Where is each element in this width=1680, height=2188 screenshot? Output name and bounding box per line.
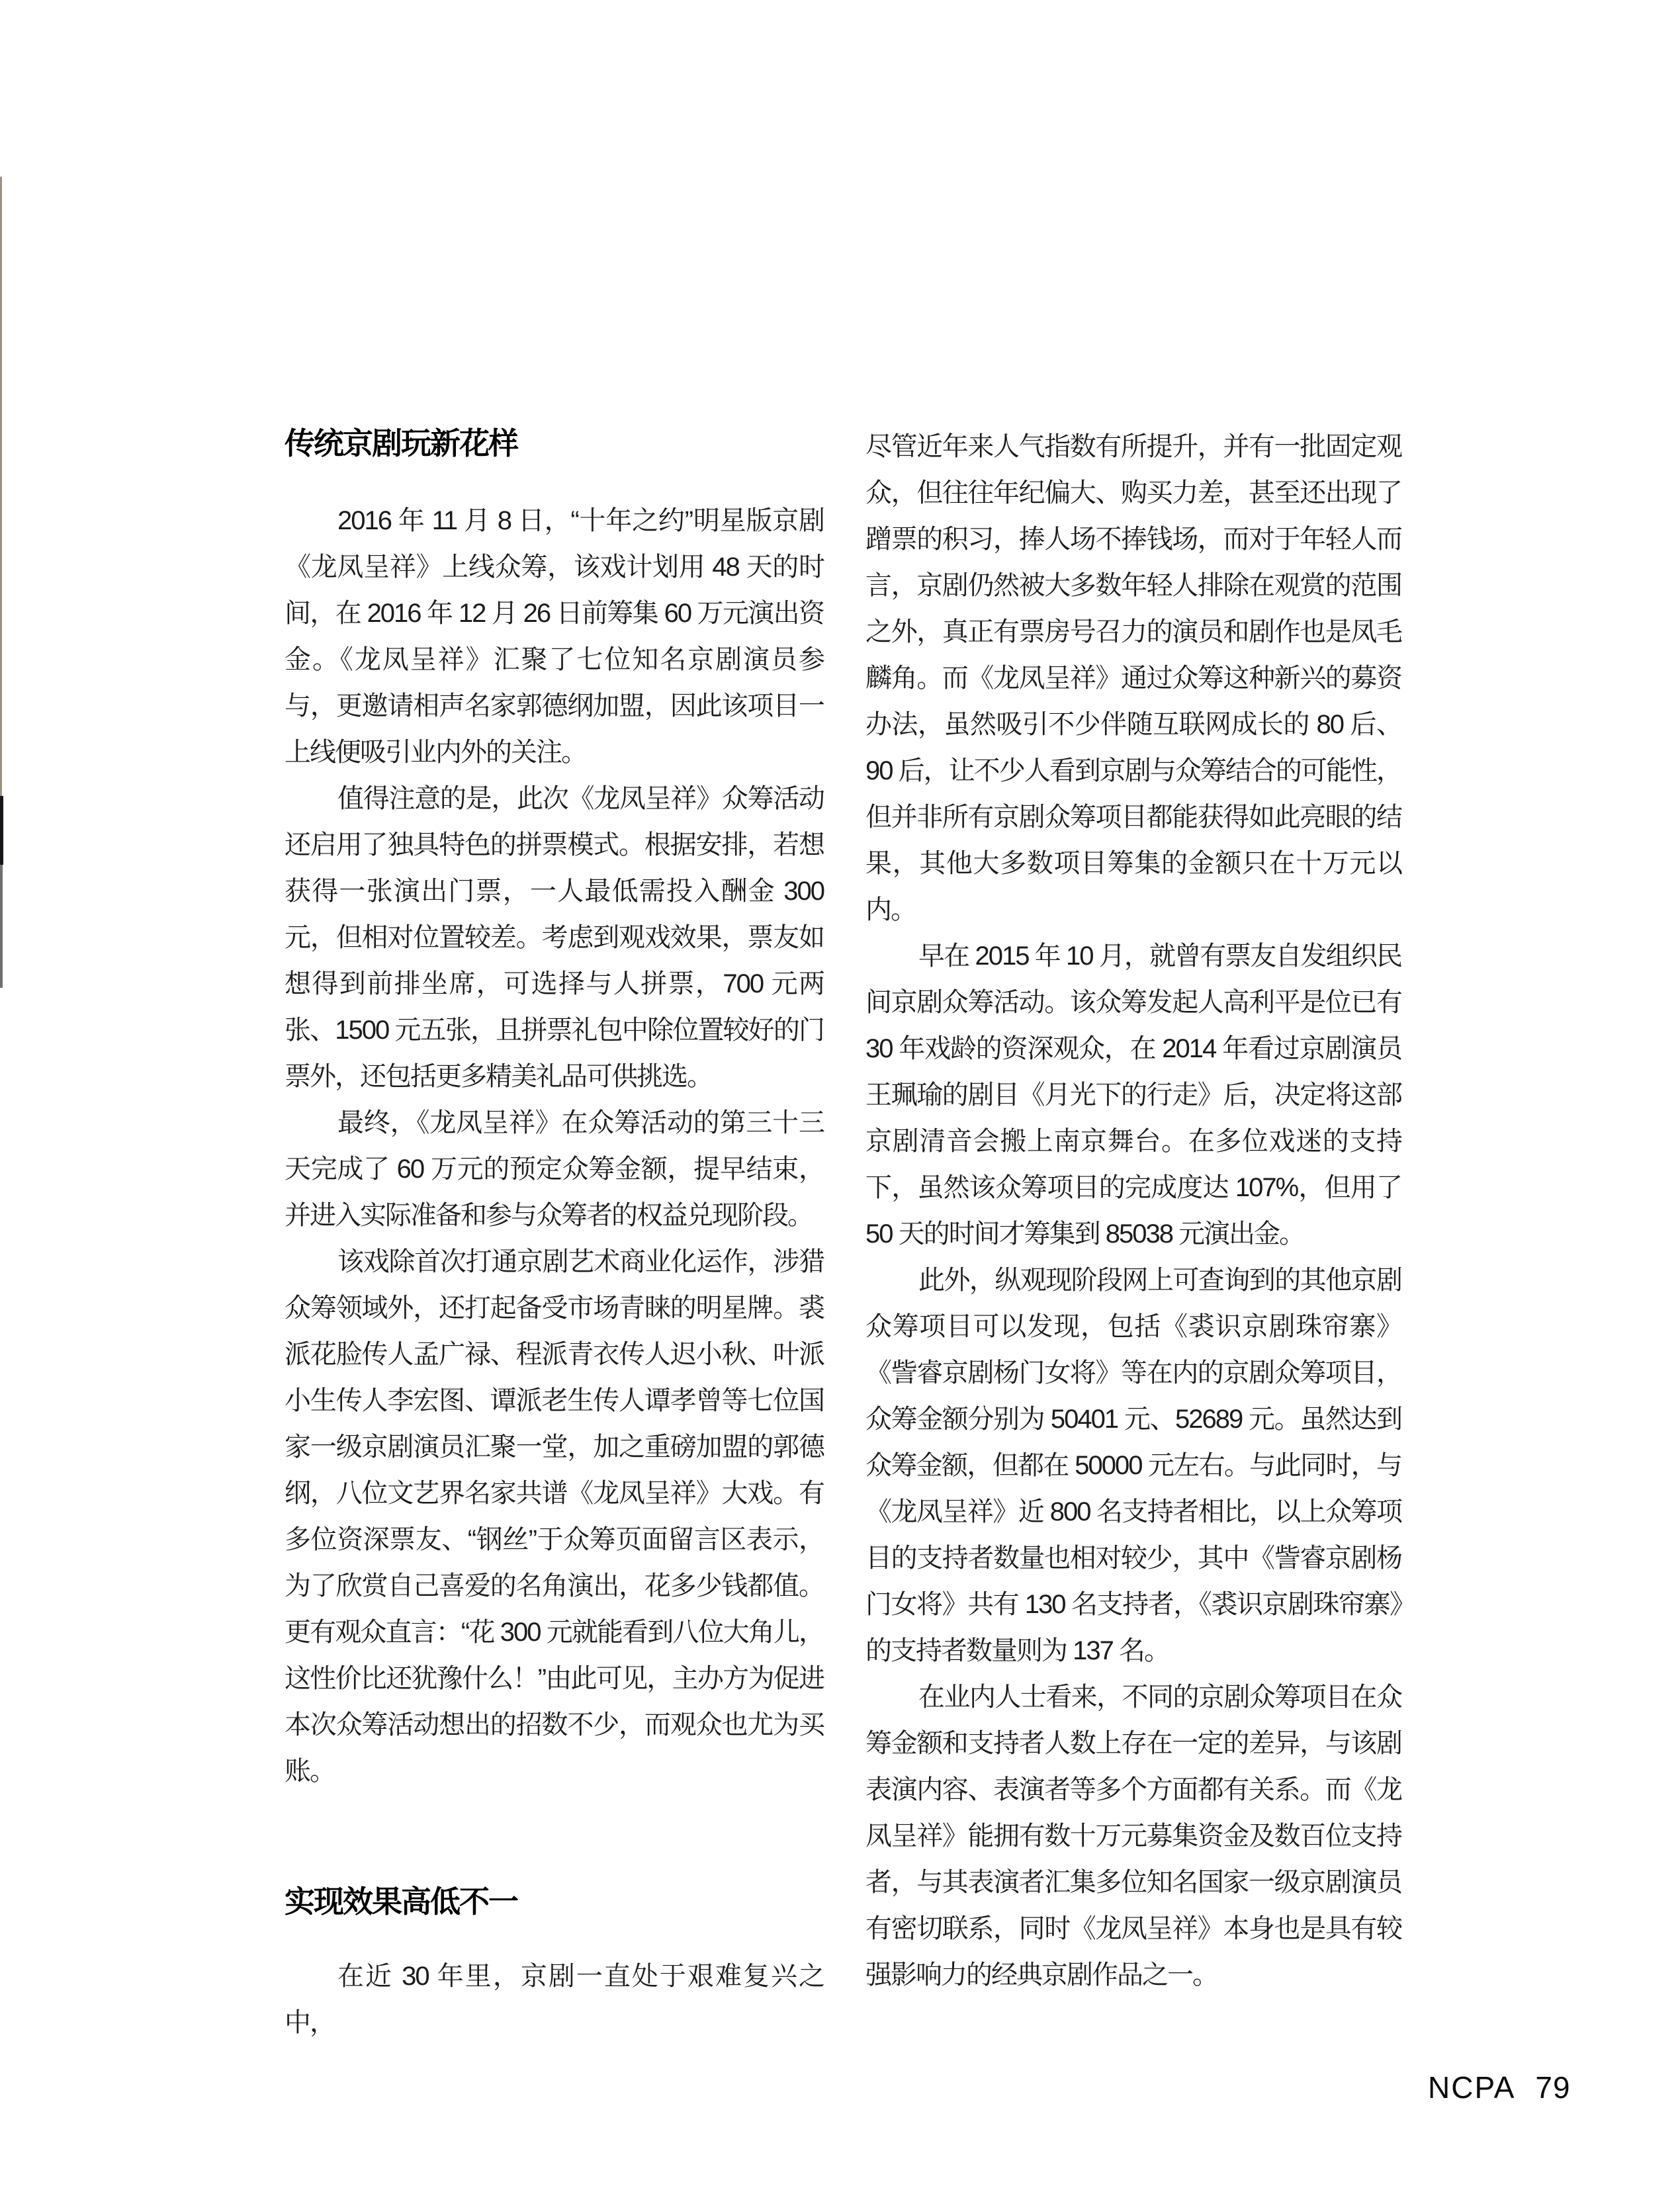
paragraph: 在近 30 年里，京剧一直处于艰难复兴之中， (285, 1962, 824, 2037)
paragraph: 2016 年 11 月 8 日，“十年之约”明星版京剧《龙凤呈祥》上线众筹，该戏计划用 48 天的时间，在 2016 年 12 月 26 日前筹集 60 万元演出资金。《龙凤呈祥》汇聚了七位知名京剧演员参与，更邀请相声名家郭德纲加盟，因此该项目一上线便吸引业内外的关注。 (285, 506, 824, 767)
paragraph: 尽管近年来人气指数有所提升，并有一批固定观众，但往往年纪偏大、购买力差，甚至还出现了蹭票的积习，捧人场不捧钱场，而对于年轻人而言，京剧仍然被大多数年轻人排除在观赏的范围之外，真正有票房号召力的演员和剧作也是凤毛麟角。而《龙凤呈祥》通过众筹这种新兴的募资办法，虽然吸引不少伴随互联网成长的 80 后、90 后，让不少人看到京剧与众筹结合的可能性，但并非所有京剧众筹项目都能获得如此亮眼的结果，其他大多数项目筹集的金额只在十万元以内。 (865, 432, 1401, 924)
paragraph: 此外，纵观现阶段网上可查询到的其他京剧众筹项目可以发现，包括《裘识京剧珠帘寨》《訾睿京剧杨门女将》等在内的京剧众筹项目，众筹金额分别为 50401 元、52689 元。虽然达到众筹金额，但都在 50000 元左右。与此同时，与《龙凤呈祥》近 800 名支持者相比，以上众筹项目的支持者数量也相对较少，其中《訾睿京剧杨门女将》共有 130 名支持者，《裘识京剧珠帘寨》的支持者数量则为 137 名。 (865, 1266, 1401, 1665)
left-column (285, 423, 824, 2046)
paragraph: 该戏除首次打通京剧艺术商业化运作，涉猎众筹领域外，还打起备受市场青睐的明星牌。裘派花脸传人孟广禄、程派青衣传人迟小秋、叶派小生传人李宏图、谭派老生传人谭孝曾等七位国家一级京剧演员汇聚一堂，加之重磅加盟的郭德纲，八位文艺界名家共谱《龙凤呈祥》大戏。有多位资深票友、“钢丝”于众筹页面留言区表示，为了欣赏自己喜爱的名角演出，花多少钱都值。更有观众直言：“花 300 元就能看到八位大角儿，这性价比还犹豫什么！”由此可见，主办方为促进本次众筹活动想出的招数不少，而观众也尤为买账。 (285, 1247, 824, 1786)
scan-edge-artifact-dark (0, 796, 3, 865)
paragraph: 最终，《龙凤呈祥》在众筹活动的第三十三天完成了 60 万元的预定众筹金额，提早结束，并进入实际准备和参与众筹者的权益兑现阶段。 (285, 1108, 824, 1230)
paragraph: 在业内人士看来，不同的京剧众筹项目在众筹金额和支持者人数上存在一定的差异，与该剧表演内容、表演者等多个方面都有关系。而《龙凤呈祥》能拥有数十万元募集资金及数百位支持者，与其表演者汇集多位知名国家一级京剧演员有密切联系，同时《龙凤呈祥》本身也是具有较强影响力的经典京剧作品之一。 (865, 1683, 1401, 1990)
paragraph: 早在 2015 年 10 月，就曾有票友自发组织民间京剧众筹活动。该众筹发起人高利平是位已有 30 年戏龄的资深观众，在 2014 年看过京剧演员王珮瑜的剧目《月光下的行走》后，决定将这部京剧清音会搬上南京舞台。在多位戏迷的支持下，虽然该众筹项目的完成度达 107%，但用了 50 天的时间才筹集到 85038 元演出金。 (865, 941, 1401, 1248)
journal-label: NCPA (1428, 2070, 1516, 2105)
page-footer (1428, 2070, 1571, 2105)
section-heading-results-vary: 实现效果高低不一 (285, 1884, 517, 1919)
right-column (865, 423, 1401, 1998)
scan-edge-artifact-top (0, 177, 2, 796)
section-heading-traditional-opera: 传统京剧玩新花样 (285, 426, 517, 460)
page-number: 79 (1535, 2070, 1571, 2105)
scan-edge-artifact-gray (0, 865, 3, 988)
paragraph: 值得注意的是，此次《龙凤呈祥》众筹活动还启用了独具特色的拼票模式。根据安排，若想获得一张演出门票，一人最低需投入酬金 300 元，但相对位置较差。考虑到观戏效果，票友如想得到前排坐席，可选择与人拼票，700 元两张、1500 元五张，且拼票礼包中除位置较好的门票外，还包括更多精美礼品可供挑选。 (285, 784, 824, 1091)
